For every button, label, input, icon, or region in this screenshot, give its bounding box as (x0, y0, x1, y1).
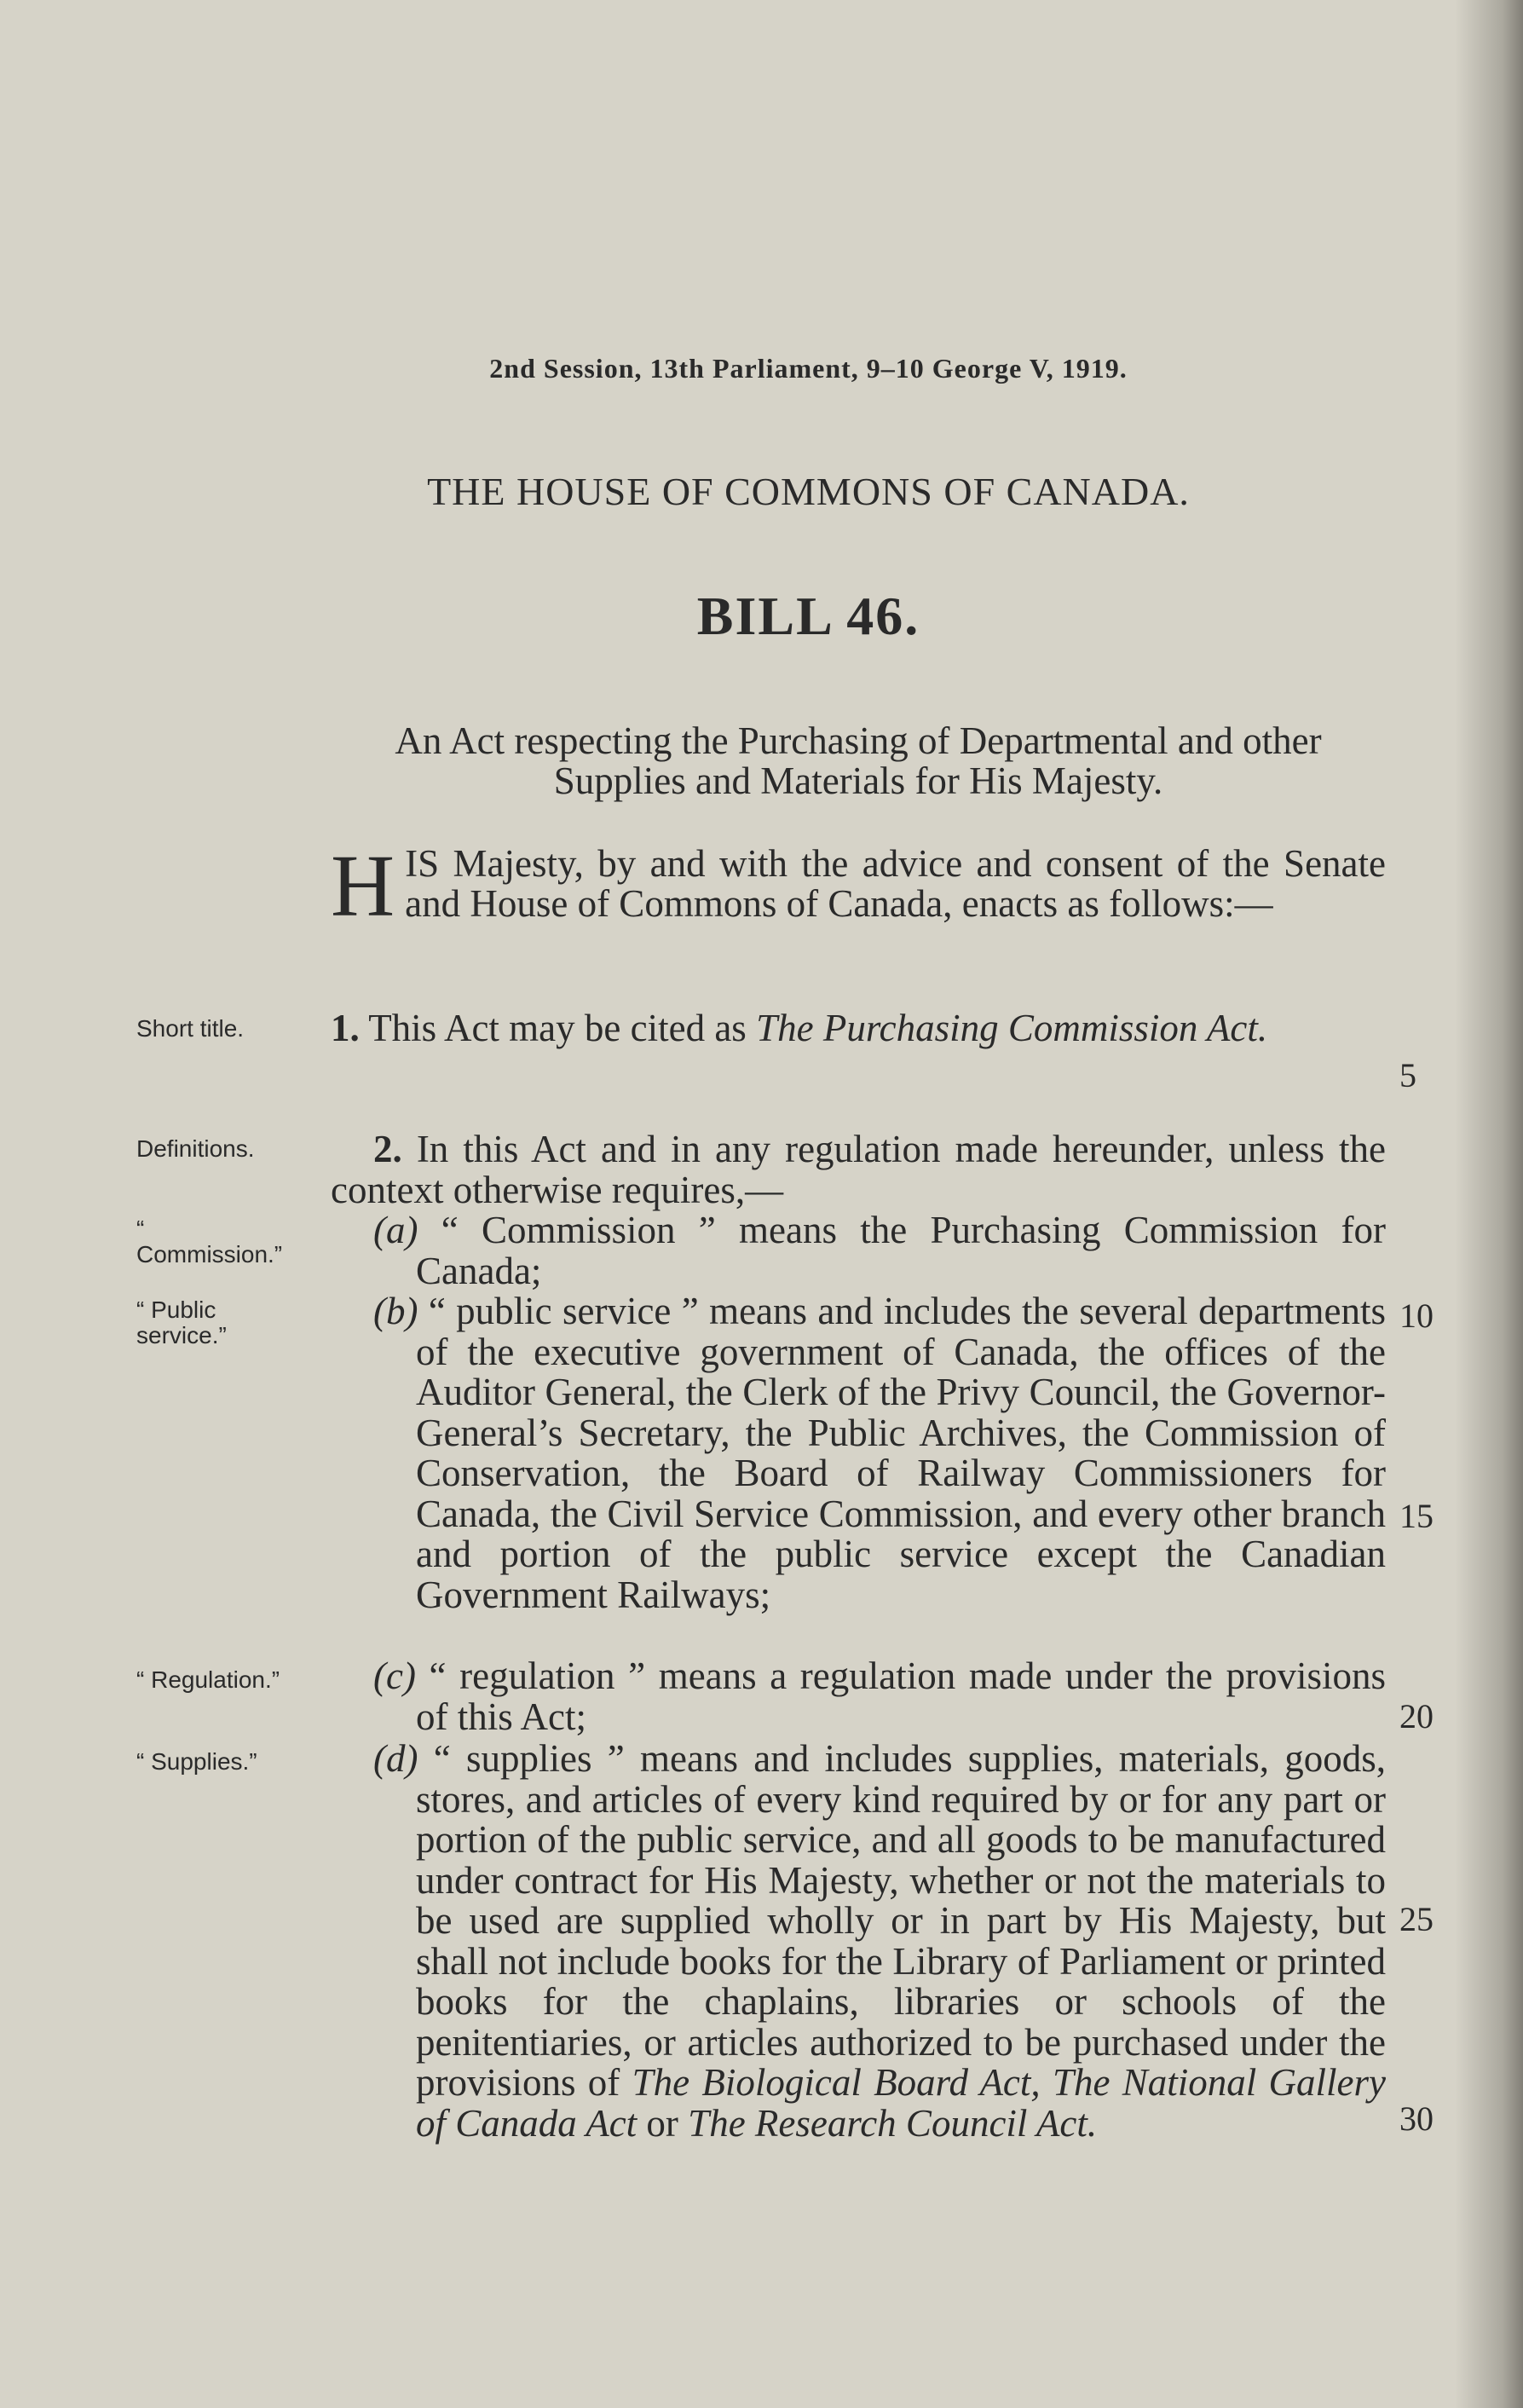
margin-note-commission: “ Commission.” (136, 1216, 283, 1268)
definition-d-or: or (646, 2101, 678, 2145)
section-2-text: In this Act and in any regulation made hereunder, unless the context otherwise requires,— (331, 1128, 1386, 1211)
session-header: 2nd Session, 13th Parliament, 9–10 George V, 1919. (489, 353, 1128, 384)
margin-note-regulation: “ Regulation.” (136, 1666, 280, 1693)
section-2-number: 2. (373, 1128, 402, 1170)
definition-c-text: “ regulation ” means a regulation made under the provisions of this Act; (416, 1654, 1387, 1738)
enacting-text: IS Majesty, by and with the advice and consent of the Senate and House of Commons of Canada, enacts as follows:— (405, 842, 1386, 925)
definition-a-label: (a) (373, 1209, 418, 1251)
line-number-20: 20 (1399, 1697, 1434, 1735)
bill-number: BILL 46. (696, 586, 920, 646)
definition-a-text: “ Commission ” means the Purchasing Commission for Canada; (416, 1209, 1386, 1292)
line-number-25: 25 (1399, 1900, 1434, 1938)
line-number-30: 30 (1399, 2099, 1434, 2138)
margin-note-short-title: Short title. (136, 1015, 245, 1042)
definition-d (373, 1739, 1386, 2144)
section-1-number: 1. (331, 1007, 360, 1049)
line-number-10: 10 (1399, 1296, 1434, 1335)
line-number-15: 15 (1399, 1497, 1434, 1535)
act-title: An Act respecting the Purchasing of Departmental and other Supplies and Materials for His Majesty. (395, 719, 1322, 802)
section-1 (331, 1008, 1386, 1049)
definition-d-acts: The Biological Board Act, The National Gallery of Canada Act (416, 2061, 1387, 2145)
definition-d-text: “ supplies ” means and includes supplies, materials, goods, stores, and articles of every kind required by or for any part or portion of the public service, and all goods to be manufactured under contract for His Majesty, whether or not the materials to be used are supplied wholly or in part by His Majesty, but shall not include books for the Library of Parliament or printed books for the chaplains, libraries or schools of the penitentiaries, or articles authorized to be purchased under the provisions of (416, 1737, 1386, 2104)
definition-b (373, 1291, 1386, 1615)
drop-cap: H (331, 837, 395, 935)
margin-note-definitions: Definitions. (136, 1135, 255, 1162)
house-title: THE HOUSE OF COMMONS OF CANADA. (427, 470, 1190, 513)
definition-c-label: (c) (373, 1654, 416, 1697)
section-1-act-name: The Purchasing Commission Act. (756, 1007, 1268, 1049)
definition-c (373, 1656, 1386, 1737)
definition-d-label: (d) (373, 1737, 418, 1780)
section-1-text: This Act may be cited as (368, 1007, 747, 1049)
enacting-clause (331, 837, 1386, 935)
definition-b-text: “ public service ” means and includes the several departments of the executive government of Canada, the offices of the Auditor General, the Clerk of the Privy Council, the Governor-General’s Secretary, the Public Archives, the Commission of Conservation, the Board of Railway Commissioners for Canada, the Civil Service Commission, and every other branch and portion of the public service except the Canadian Government Railways; (416, 1290, 1387, 1616)
definition-a (373, 1210, 1386, 1291)
margin-note-supplies: “ Supplies.” (136, 1748, 257, 1775)
margin-note-public-service: “ Public service.” (136, 1296, 227, 1348)
definition-b-label: (b) (373, 1290, 418, 1332)
section-2 (331, 1129, 1386, 1210)
line-number-5: 5 (1399, 1056, 1416, 1094)
definition-d-last-act: The Research Council Act. (688, 2101, 1098, 2145)
